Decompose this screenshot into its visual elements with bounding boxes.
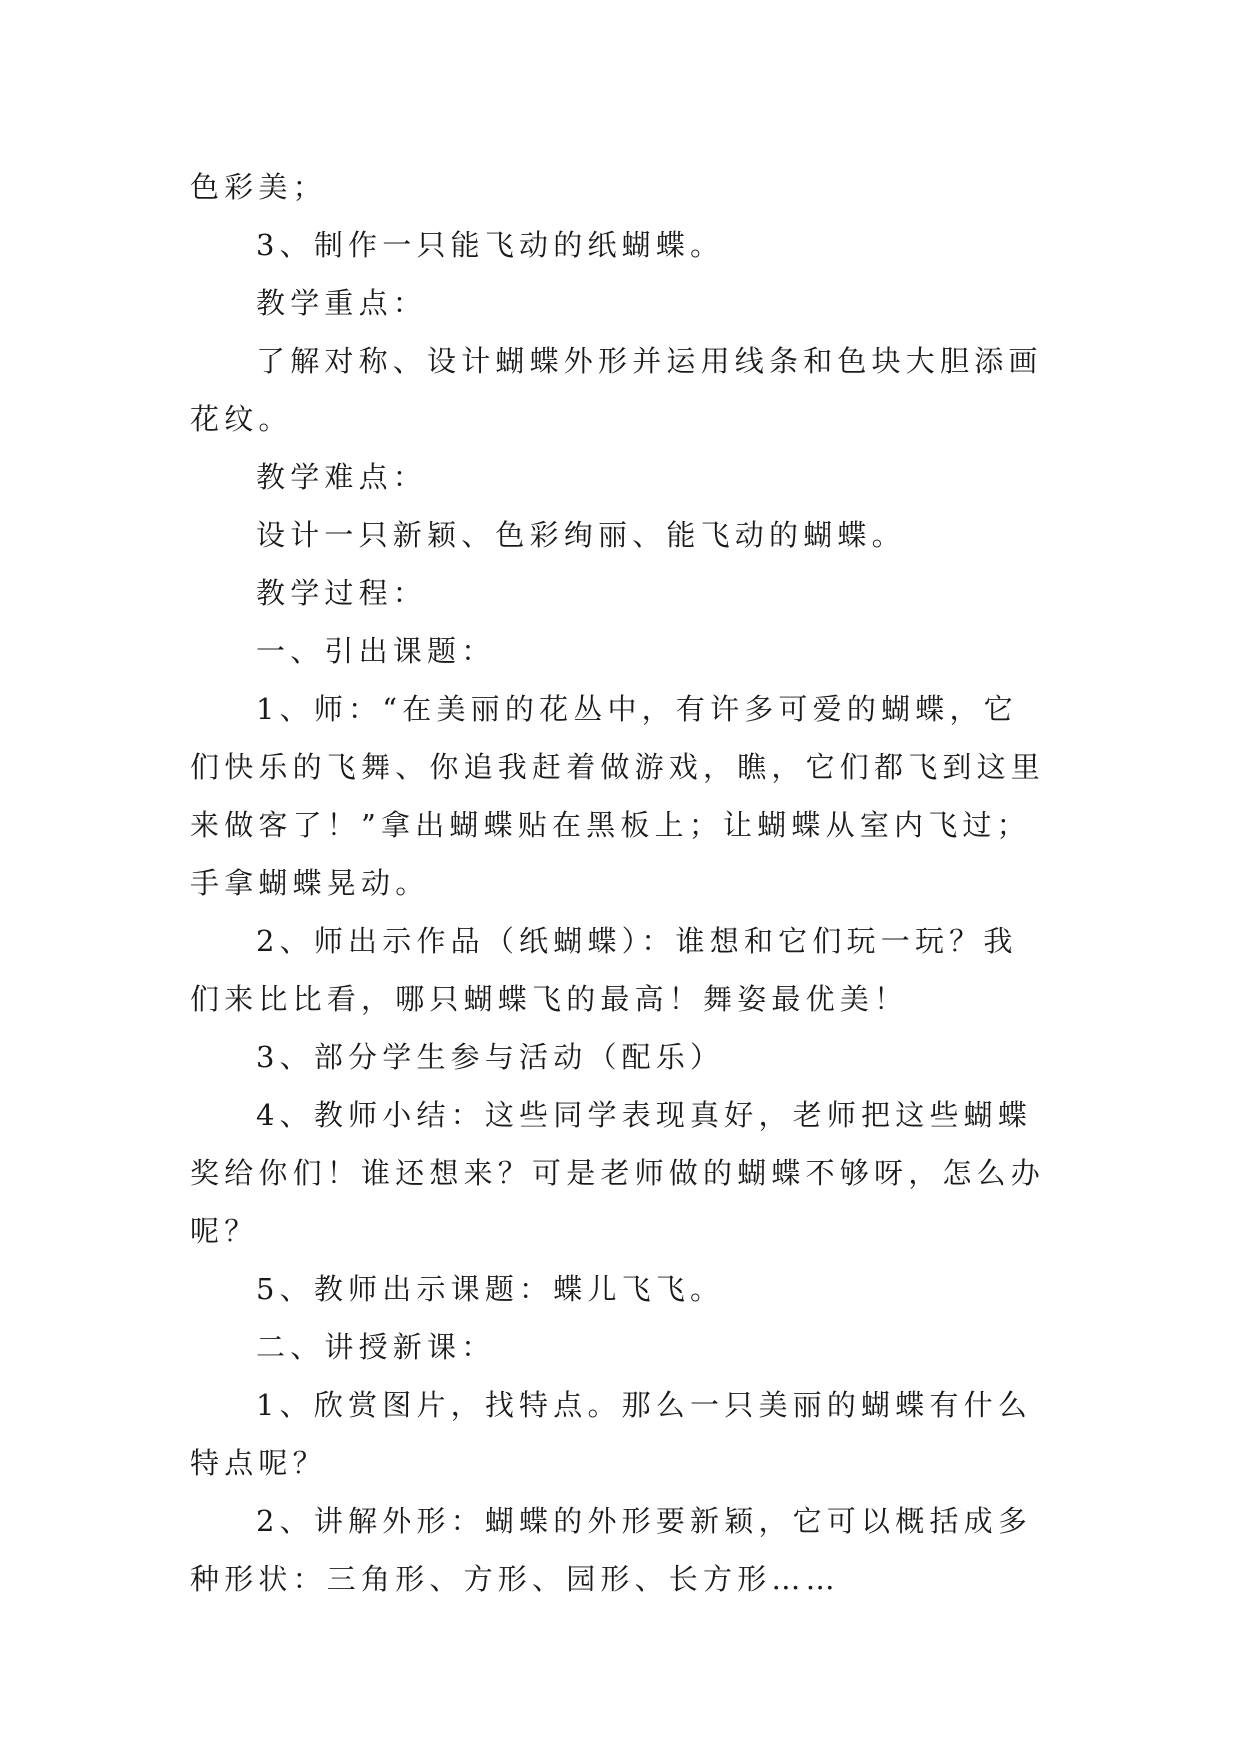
paragraph-16: 2、讲解外形：蝴蝶的外形要新颖，它可以概括成多种形状：三角形、方形、园形、长方形…… <box>190 1504 1033 1596</box>
paragraph-7: 教学过程： <box>256 576 428 610</box>
paragraph-6: 设计一只新颖、色彩绚丽、能飞动的蝴蝶。 <box>256 518 906 552</box>
paragraph-2: 3、制作一只能飞动的纸蝴蝶。 <box>256 228 725 262</box>
paragraph-9: 1、师：“在美丽的花丛中，有许多可爱的蝴蝶，它们快乐的飞舞、你追我赶着做游戏，瞧，它们都飞到这里来做客了！”拿出蝴蝶贴在黑板上；让蝴蝶从室内飞过；手拿蝴蝶晃动。 <box>190 692 1046 900</box>
paragraph-13: 5、教师出示课题：蝶儿飞飞。 <box>256 1272 725 1306</box>
paragraph-8: 一、引出课题： <box>256 634 496 668</box>
paragraph-12: 4、教师小结：这些同学表现真好，老师把这些蝴蝶奖给你们！谁还想来？可是老师做的蝴蝶不够呀，怎么办呢？ <box>190 1098 1046 1248</box>
document-body <box>190 158 1050 1608</box>
paragraph-4: 了解对称、设计蝴蝶外形并运用线条和色块大胆添画花纹。 <box>190 344 1043 436</box>
paragraph-1: 色彩美； <box>190 170 327 204</box>
paragraph-15: 1、欣赏图片，找特点。那么一只美丽的蝴蝶有什么特点呢？ <box>190 1388 1033 1480</box>
paragraph-10: 2、师出示作品（纸蝴蝶）：谁想和它们玩一玩？我们来比比看，哪只蝴蝶飞的最高！舞姿最优美！ <box>190 924 1018 1016</box>
paragraph-3: 教学重点： <box>256 286 428 320</box>
paragraph-14: 二、讲授新课： <box>256 1330 496 1364</box>
paragraph-5: 教学难点： <box>256 460 428 494</box>
paragraph-11: 3、部分学生参与活动（配乐） <box>256 1040 725 1074</box>
